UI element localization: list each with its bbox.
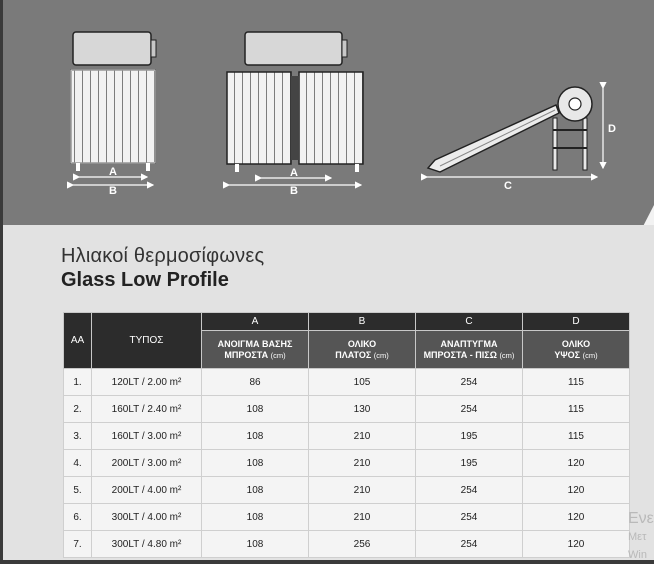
table-row <box>64 504 630 531</box>
dim-label-c: C <box>504 180 512 192</box>
cell-d: 115 <box>523 396 630 423</box>
header-a-line2: ΜΠΡΟΣΤΑ <box>224 349 269 360</box>
watermark-line3: Win <box>628 549 647 561</box>
cell-aa: 3. <box>64 423 92 450</box>
header-letter-b: B <box>309 313 416 331</box>
header-c-line1: ΑΝΑΠΤΥΓΜΑ <box>440 338 498 349</box>
header-a-unit: (cm) <box>270 350 286 360</box>
cell-b: 130 <box>309 396 416 423</box>
specs-table <box>63 312 630 558</box>
header-aa: ΑΑ <box>64 313 92 369</box>
single-collector-diagram <box>71 32 156 197</box>
section-title: Ηλιακοί θερμοσίφωνες <box>61 245 265 267</box>
product-name: Glass Low Profile <box>61 269 229 291</box>
cell-b: 210 <box>309 450 416 477</box>
header-c-unit: (cm) <box>499 350 515 360</box>
cell-c: 254 <box>416 504 523 531</box>
cell-type: 200LT / 4.00 m² <box>92 477 202 504</box>
header-d-label <box>523 331 630 369</box>
page-corner-notch <box>636 205 654 225</box>
header-letter-a: A <box>202 313 309 331</box>
cell-aa: 7. <box>64 531 92 558</box>
cell-d: 120 <box>523 531 630 558</box>
dim-label-b-double: B <box>290 185 298 197</box>
cell-aa: 2. <box>64 396 92 423</box>
dim-label-d: D <box>608 123 616 135</box>
header-b-line2: ΠΛΑΤΟΣ <box>335 349 372 360</box>
watermark-line2: Μετ <box>628 531 647 543</box>
dim-label-a-double: A <box>290 167 298 179</box>
table-row <box>64 450 630 477</box>
cell-c: 254 <box>416 477 523 504</box>
activation-watermark <box>628 510 654 564</box>
cell-a: 108 <box>202 450 309 477</box>
table-row <box>64 531 630 558</box>
cell-a: 108 <box>202 396 309 423</box>
header-type: ΤΥΠΟΣ <box>92 313 202 369</box>
header-d-line1: ΟΛΙΚΟ <box>561 338 591 349</box>
cell-a: 108 <box>202 504 309 531</box>
header-letter-c: C <box>416 313 523 331</box>
table-row <box>64 423 630 450</box>
cell-d: 115 <box>523 423 630 450</box>
dimension-diagrams <box>3 0 654 225</box>
diagram-band <box>3 0 654 225</box>
cell-type: 200LT / 3.00 m² <box>92 450 202 477</box>
header-b-unit: (cm) <box>373 350 389 360</box>
header-d-line2: ΥΨΟΣ <box>554 349 581 360</box>
cell-c: 195 <box>416 450 523 477</box>
cell-type: 120LT / 2.00 m² <box>92 369 202 396</box>
cell-b: 256 <box>309 531 416 558</box>
table-row <box>64 477 630 504</box>
header-letter-row <box>64 313 630 331</box>
table-row <box>64 396 630 423</box>
cell-d: 120 <box>523 504 630 531</box>
cell-c: 254 <box>416 531 523 558</box>
cell-a: 108 <box>202 531 309 558</box>
cell-type: 160LT / 2.40 m² <box>92 396 202 423</box>
header-d-unit: (cm) <box>582 350 598 360</box>
dim-label-a: A <box>109 166 117 178</box>
cell-aa: 4. <box>64 450 92 477</box>
cell-d: 120 <box>523 477 630 504</box>
page <box>3 0 654 560</box>
header-letter-d: D <box>523 313 630 331</box>
cell-aa: 1. <box>64 369 92 396</box>
cell-a: 86 <box>202 369 309 396</box>
side-view-diagram <box>427 87 616 192</box>
header-c-label <box>416 331 523 369</box>
cell-type: 160LT / 3.00 m² <box>92 423 202 450</box>
cell-d: 115 <box>523 369 630 396</box>
cell-aa: 6. <box>64 504 92 531</box>
table-row <box>64 369 630 396</box>
cell-type: 300LT / 4.80 m² <box>92 531 202 558</box>
cell-b: 210 <box>309 477 416 504</box>
cell-b: 105 <box>309 369 416 396</box>
header-b-line1: ΟΛΙΚΟ <box>347 338 377 349</box>
cell-a: 108 <box>202 423 309 450</box>
cell-b: 210 <box>309 504 416 531</box>
header-a-label <box>202 331 309 369</box>
cell-c: 195 <box>416 423 523 450</box>
dim-label-b: B <box>109 185 117 197</box>
cell-type: 300LT / 4.00 m² <box>92 504 202 531</box>
header-a-line1: ΑΝΟΙΓΜΑ ΒΑΣΗΣ <box>217 338 293 349</box>
double-collector-diagram <box>227 32 363 197</box>
watermark-line1: Ενε <box>628 510 654 527</box>
cell-c: 254 <box>416 369 523 396</box>
cell-d: 120 <box>523 450 630 477</box>
cell-c: 254 <box>416 396 523 423</box>
cell-aa: 5. <box>64 477 92 504</box>
cell-a: 108 <box>202 477 309 504</box>
cell-b: 210 <box>309 423 416 450</box>
header-b-label <box>309 331 416 369</box>
header-c-line2: ΜΠΡΟΣΤΑ - ΠΙΣΩ <box>423 349 497 360</box>
